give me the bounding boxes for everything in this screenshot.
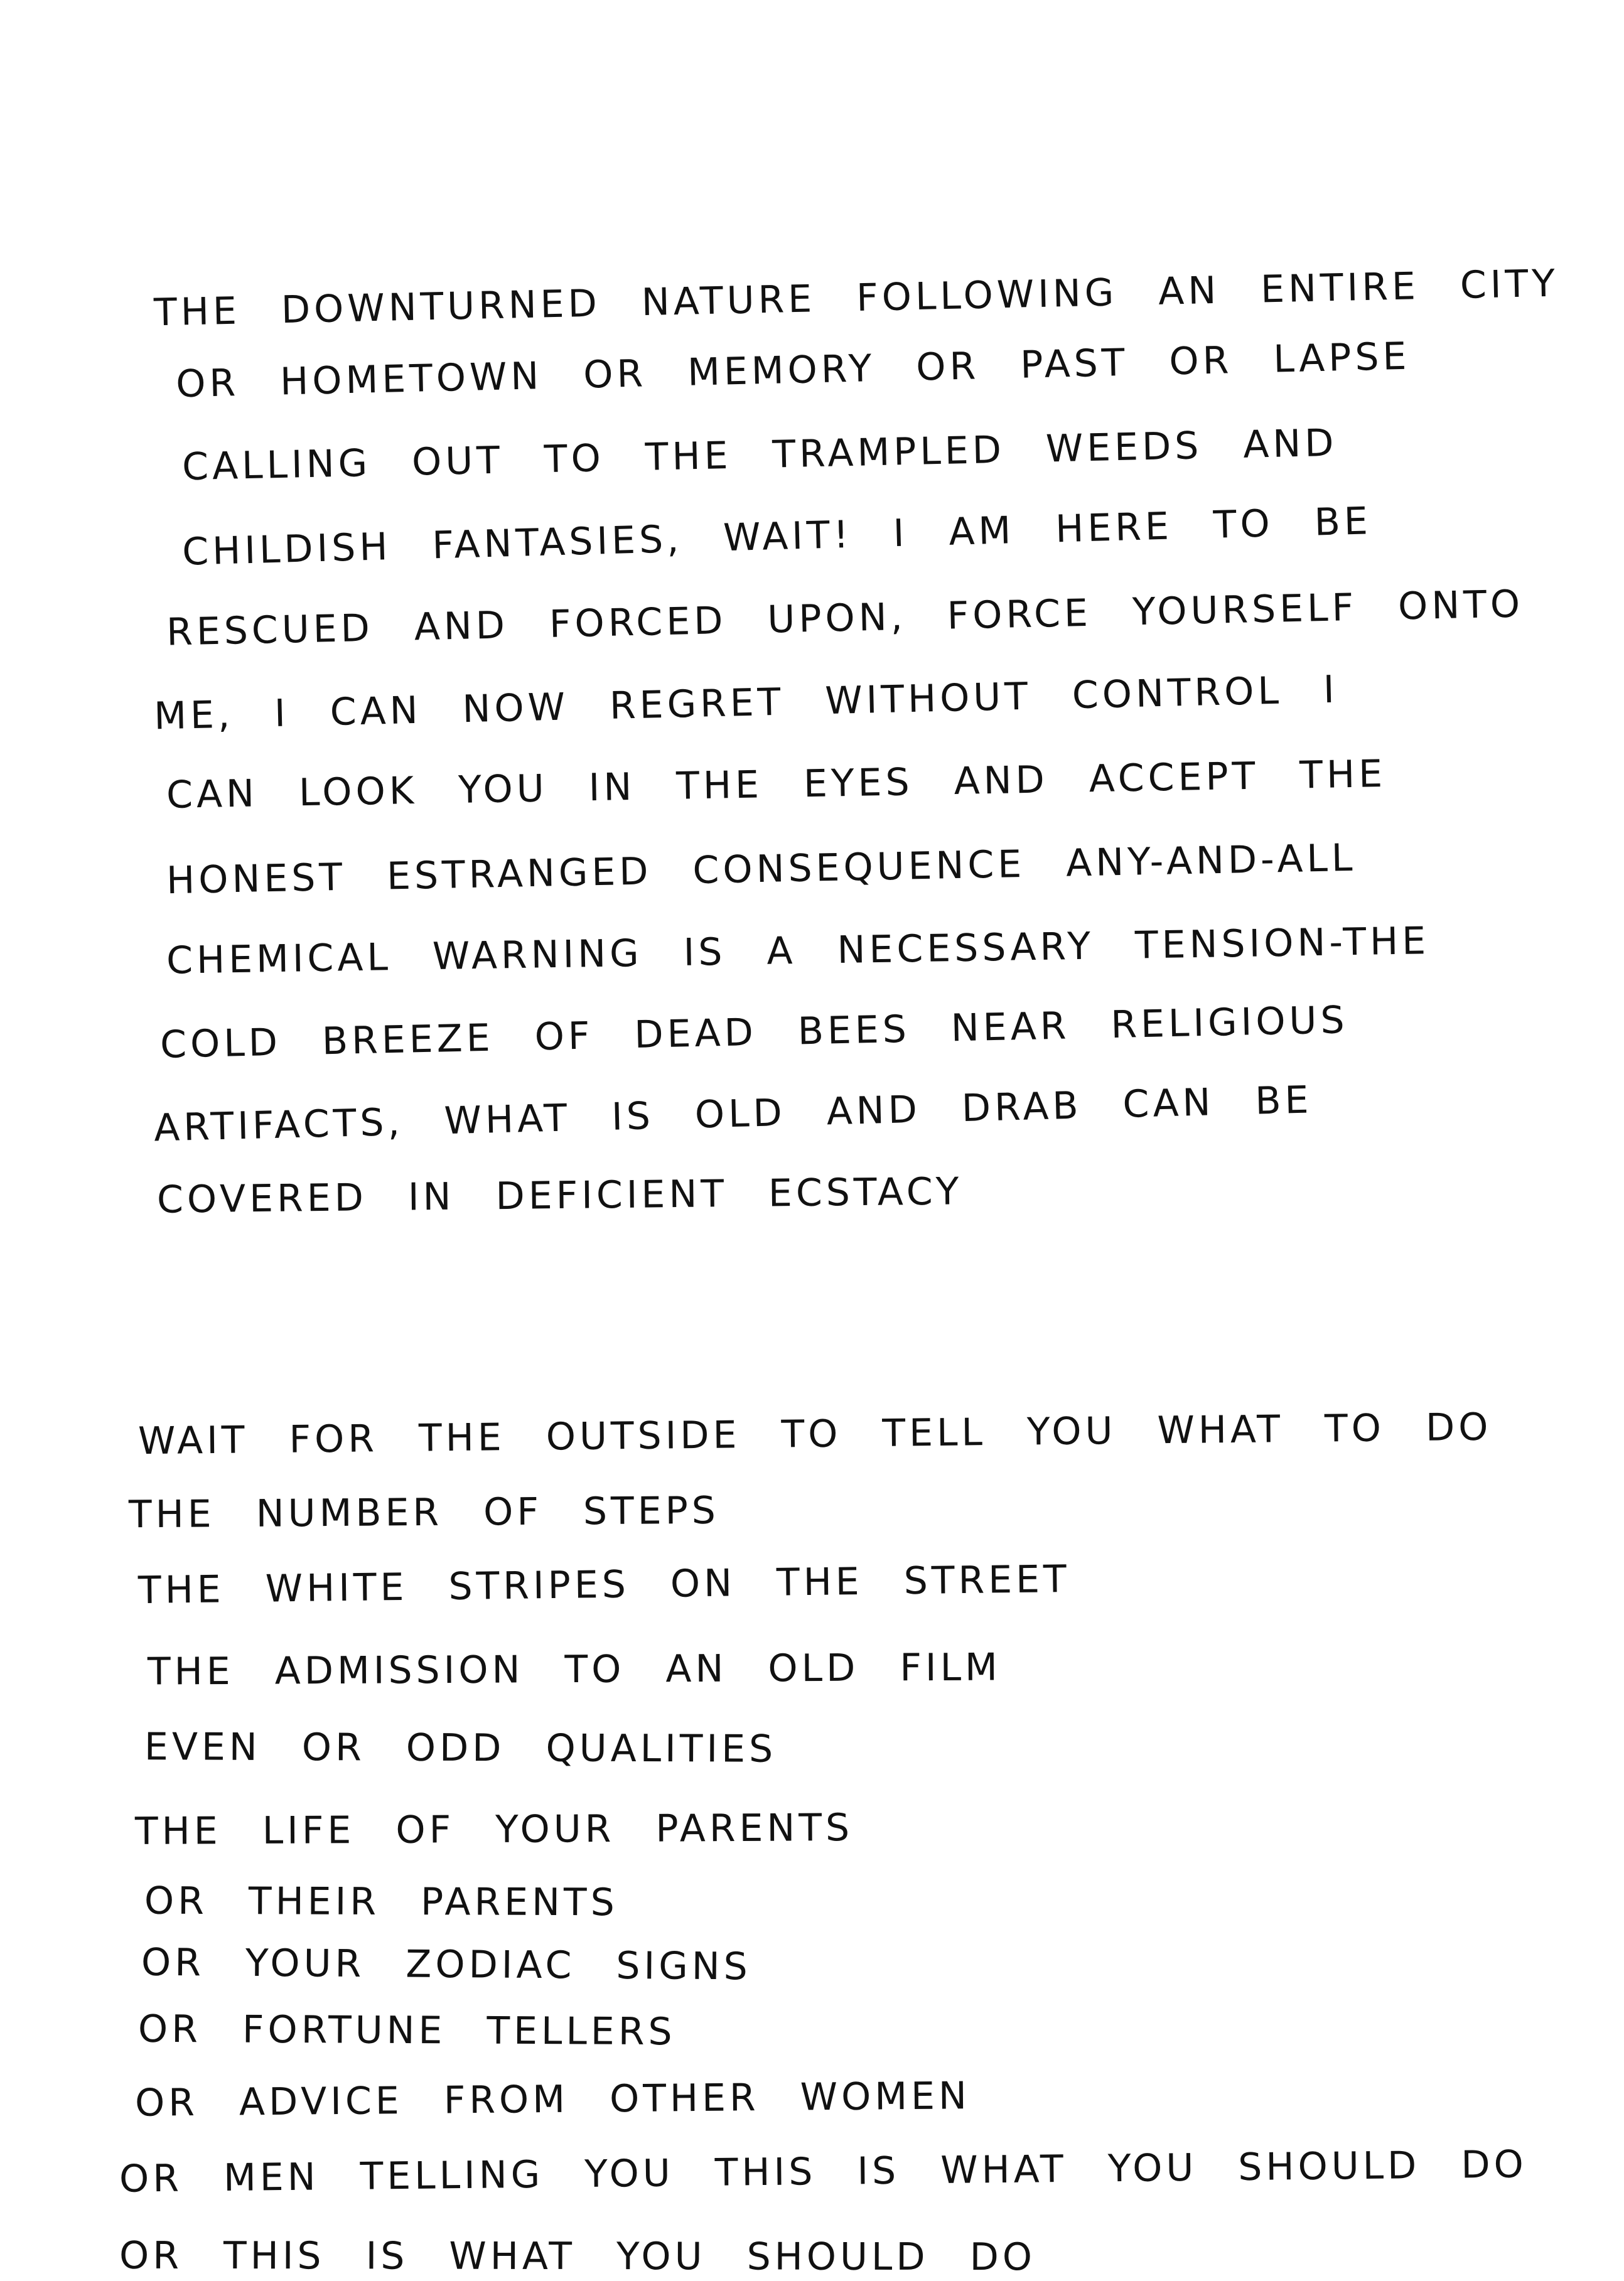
poem-line: CAN LOOK YOU IN THE EYES AND ACCEPT THE <box>166 752 1387 817</box>
poem-line: THE DOWNTURNED NATURE FOLLOWING AN ENTIRE CITY <box>153 261 1559 335</box>
poem-line: OR ADVICE FROM OTHER WOMEN <box>134 2074 971 2125</box>
poem-line: COVERED IN DEFICIENT ECSTACY <box>156 1169 963 1222</box>
poem-line: EVEN OR ODD QUALITIES <box>144 1725 777 1771</box>
poem-line: OR HOMETOWN OR MEMORY OR PAST OR LAPSE <box>175 334 1411 407</box>
poem-line: ME, I CAN NOW REGRET WITHOUT CONTROL I <box>153 667 1339 739</box>
poem-line: ARTIFACTS, WHAT IS OLD AND DRAB CAN BE <box>153 1078 1313 1151</box>
poem-line: OR THIS IS WHAT YOU SHOULD DO <box>119 2233 1036 2280</box>
poem-line: THE ADMISSION TO AN OLD FILM <box>147 1645 1001 1694</box>
poem-line: OR THEIR PARENTS <box>144 1879 618 1925</box>
poem-line: THE LIFE OF YOUR PARENTS <box>134 1806 854 1854</box>
poem-line: OR MEN TELLING YOU THIS IS WHAT YOU SHOULD DO <box>119 2142 1528 2201</box>
poem-line: RESCUED AND FORCED UPON, FORCE YOURSELF ONTO <box>166 582 1524 655</box>
poem-line: COLD BREEZE OF DEAD BEES NEAR RELIGIOUS <box>159 998 1349 1067</box>
poem-line: CHEMICAL WARNING IS A NECESSARY TENSION-THE <box>166 919 1430 983</box>
poem-line: OR FORTUNE TELLERS <box>137 2007 676 2054</box>
poem-line: CHILDISH FANTASIES, WAIT! I AM HERE TO BE <box>181 499 1372 574</box>
poem-line: THE WHITE STRIPES ON THE STREET <box>137 1557 1071 1613</box>
poem-line: THE NUMBER OF STEPS <box>128 1488 720 1537</box>
poem-line: OR YOUR ZODIAC SIGNS <box>141 1940 751 1989</box>
poem-line: CALLING OUT TO THE TRAMPLED WEEDS AND <box>181 421 1338 490</box>
poem-line: WAIT FOR THE OUTSIDE TO TELL YOU WHAT TO DO <box>137 1405 1492 1464</box>
poem-line: HONEST ESTRANGED CONSEQUENCE ANY-AND-ALL <box>166 835 1357 903</box>
